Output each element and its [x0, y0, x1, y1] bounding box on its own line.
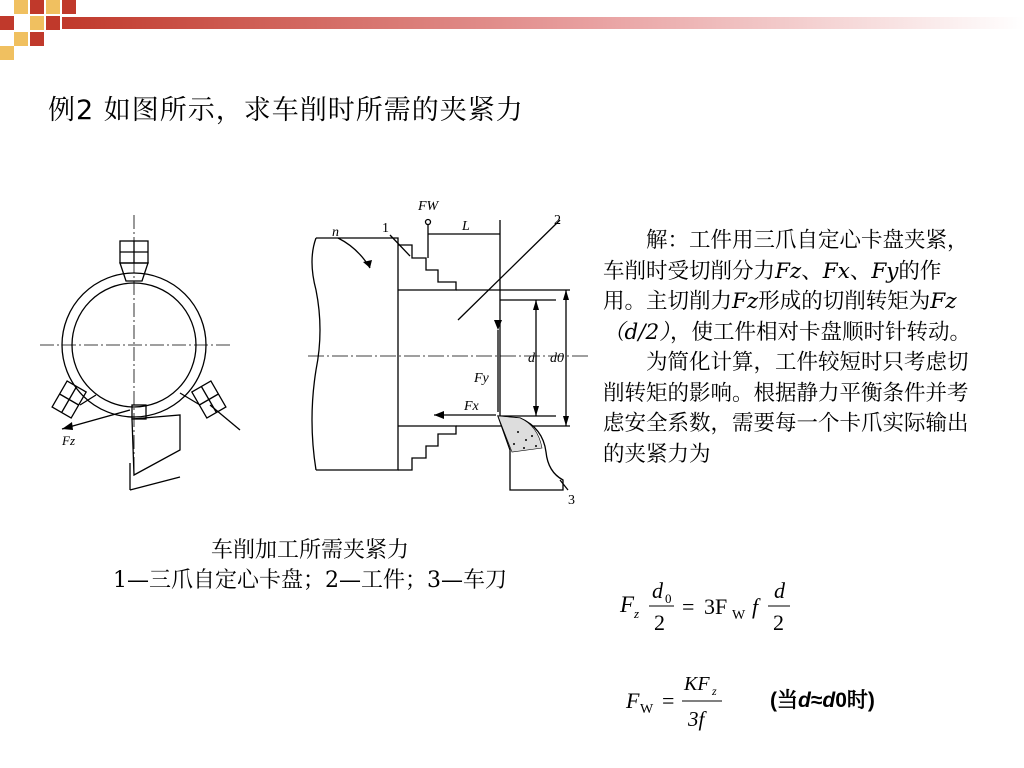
svg-text:W: W: [732, 608, 746, 623]
solution-paragraph-2: 为简化计算，工件较短时只考虑切削转矩的影响。根据静力平衡条件并考虑安全系数，需要每一个卡爪实际输出的夹紧力为: [603, 350, 969, 467]
svg-text:d: d: [652, 578, 663, 603]
svg-text:F: F: [626, 688, 640, 713]
svg-text:F: F: [620, 592, 635, 617]
svg-text:0: 0: [665, 591, 672, 606]
svg-text:f: f: [752, 594, 759, 619]
caption-line-1: 车削加工所需夹紧力: [210, 538, 409, 563]
header-decoration: [0, 0, 1024, 60]
svg-text:z: z: [634, 606, 640, 621]
label-3: 3: [568, 493, 575, 508]
label-1: 1: [382, 221, 389, 236]
svg-text:=: =: [682, 594, 695, 619]
condition-note: (当d≈d0时): [770, 689, 875, 712]
fz-label-left: Fz: [62, 433, 75, 448]
svg-text:KF: KF: [684, 673, 710, 695]
equation-clamping-torque: [618, 572, 878, 642]
fy-label: Fy: [474, 371, 489, 386]
svg-text:z: z: [712, 684, 717, 698]
equation-clamping-force: [622, 668, 742, 738]
svg-text:2: 2: [654, 610, 665, 635]
fw-label: FW: [418, 199, 439, 214]
l-dimension-label: L: [462, 219, 470, 234]
caption-line-2: 1—三爪自定心卡盘；2—工件；3—车刀: [113, 568, 507, 593]
svg-text:d: d: [774, 578, 785, 603]
lathe-side-figure: [298, 190, 598, 510]
svg-text:3f: 3f: [688, 707, 705, 731]
figure-caption: [40, 536, 580, 596]
slide-title: 例2 如图所示，求车削时所需的夹紧力: [48, 95, 524, 126]
chuck-section-figure: [30, 205, 260, 495]
svg-text:2: 2: [773, 610, 784, 635]
svg-text:=: =: [662, 688, 675, 713]
d0-dimension-label: d0: [550, 351, 564, 366]
solution-text: [603, 226, 983, 470]
svg-text:3F: 3F: [704, 594, 728, 619]
d-dimension-label: d: [528, 351, 535, 366]
n-label: n: [332, 225, 339, 240]
svg-text:W: W: [640, 702, 654, 717]
label-2: 2: [554, 213, 561, 228]
fx-label: Fx: [464, 399, 479, 414]
solution-paragraph-1: 解：工件用三爪自定心卡盘夹紧，车削时受切削分力Fz、Fx、Fy的作用。主切削力Fz形成的切削转矩为Fz（d/2），使工件相对卡盘顺时针转动。: [603, 228, 971, 345]
